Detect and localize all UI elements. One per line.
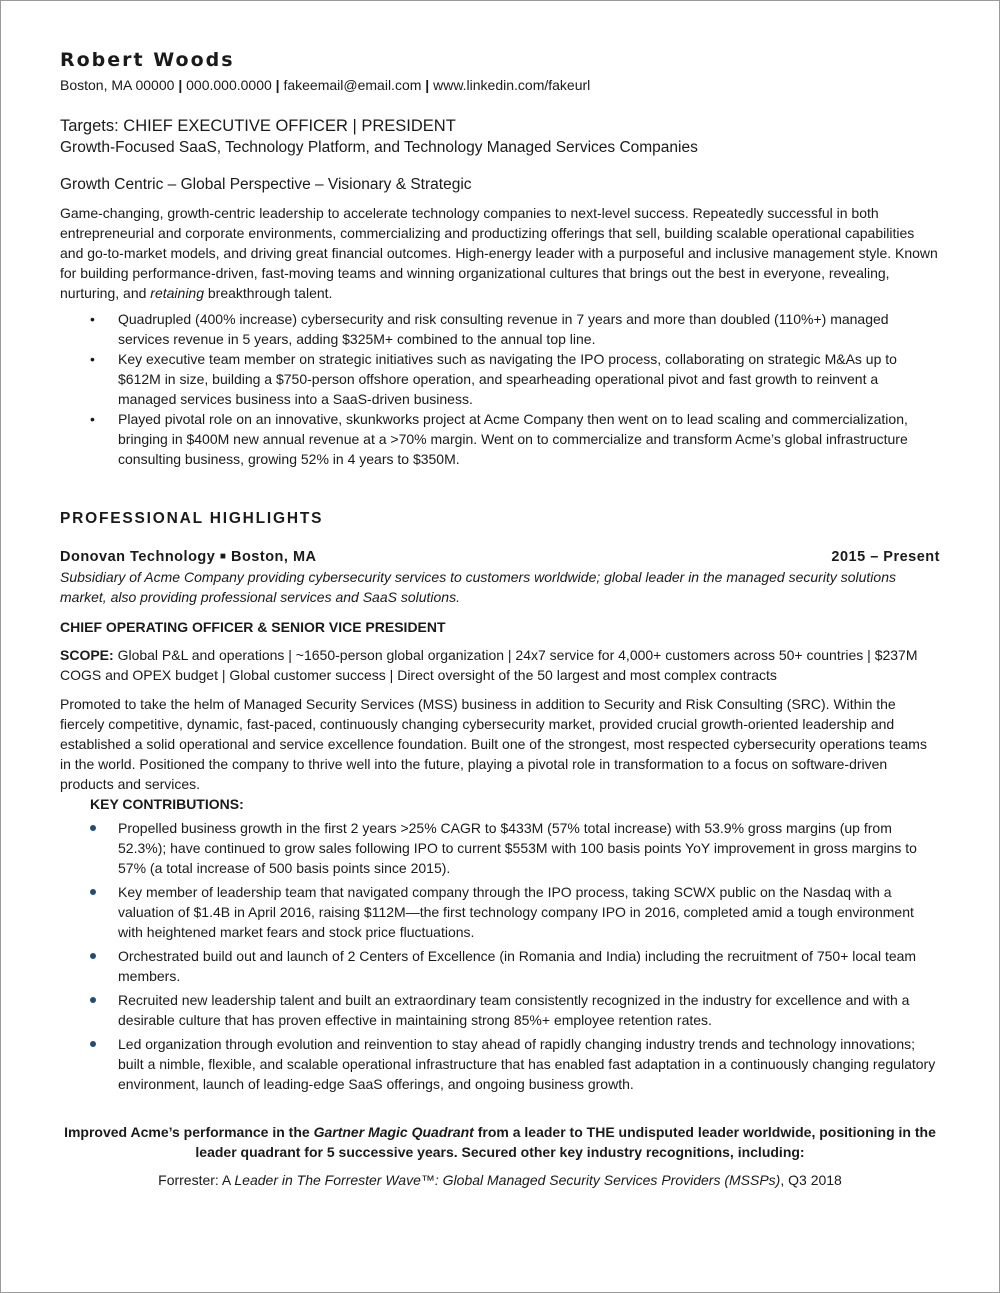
summary-text-end: breakthrough talent. bbox=[204, 285, 333, 301]
forrester-prefix: Forrester: A bbox=[158, 1172, 235, 1188]
list-item bbox=[118, 882, 940, 942]
targets-line: Targets: CHIEF EXECUTIVE OFFICER | PRESIDENT bbox=[60, 117, 456, 135]
company-description: Subsidiary of Acme Company providing cybersecurity services to customers worldwide; global leader in the managed security solutions market, also providing professional services and SaaS solutions. bbox=[60, 569, 896, 605]
scope-text: Global P&L and operations | ~1650-person global organization | 24x7 service for 4,000+ customers across 50+ countries | $237M COGS and OPEX budget | Global customer success | Direct oversight of the 50 largest and most complex contracts bbox=[60, 647, 918, 683]
contribution-text: Key member of leadership team that navigated company through the IPO process, taking SCWX public on the Nasdaq with a valuation of $1.4B in April 2016, raising $112M—the first technology company IPO in 2016, completed amid a tough environment with heightened market fears and stock price fluctuations. bbox=[118, 884, 914, 940]
section-title: PROFESSIONAL HIGHLIGHTS bbox=[60, 510, 324, 527]
list-item bbox=[118, 818, 940, 878]
targets-subline: Growth-Focused SaaS, Technology Platform, and Technology Managed Services Companies bbox=[60, 139, 698, 156]
bullet-icon bbox=[90, 997, 96, 1003]
bullet-icon bbox=[90, 889, 96, 895]
company-location: Boston, MA bbox=[230, 549, 317, 565]
list-item bbox=[90, 349, 940, 409]
list-item bbox=[118, 990, 940, 1030]
bullet-icon: • bbox=[90, 311, 95, 327]
list-item bbox=[118, 1034, 940, 1094]
forrester-suffix: , Q3 2018 bbox=[780, 1172, 842, 1188]
list-item bbox=[90, 409, 940, 469]
resume-page bbox=[60, 48, 940, 1190]
bullet-icon bbox=[90, 825, 96, 831]
contribution-text: Recruited new leadership talent and built an extraordinary team consistently recognized in the industry for excellence and with a desirable culture that has proven effective in maintaining strong 85%+ employee retention rates. bbox=[118, 992, 910, 1028]
bullet-icon: • bbox=[90, 351, 95, 367]
bullet-icon bbox=[90, 1041, 96, 1047]
scope-paragraph bbox=[60, 645, 940, 685]
summary-italic: retaining bbox=[150, 285, 204, 301]
closing-text: Improved Acme’s performance in the bbox=[64, 1124, 314, 1140]
scope-label: SCOPE: bbox=[60, 647, 114, 663]
summary-paragraph bbox=[60, 203, 940, 303]
employment-dates: 2015 – Present bbox=[831, 549, 940, 565]
forrester-italic: Leader in The Forrester Wave™: Global Managed Security Services Providers (MSSPs) bbox=[234, 1172, 781, 1188]
contact-separator: | bbox=[425, 77, 430, 93]
closing-statement bbox=[60, 1122, 940, 1162]
list-item bbox=[90, 309, 940, 349]
contact-phone: 000.000.0000 bbox=[186, 77, 272, 93]
tagline: Growth Centric – Global Perspective – Visionary & Strategic bbox=[60, 176, 472, 193]
company-info bbox=[60, 547, 317, 567]
bullet-text: Played pivotal role on an innovative, skunkworks project at Acme Company then went on to lead scaling and commercialization, bringing in $400M new annual revenue at a >70% margin. Went on to commercialize and transform Acme’s global infrastructure consulting business, growing 52% in 4 years to $350M. bbox=[118, 411, 908, 467]
bullet-text: Quadrupled (400% increase) cybersecurity and risk consulting revenue in 7 years and more than doubled (110%+) managed services revenue in 5 years, adding $325M+ combined to the annual top line. bbox=[118, 311, 889, 347]
contribution-text: Orchestrated build out and launch of 2 Centers of Excellence (in Romania and India) including the recruitment of 750+ local team members. bbox=[118, 948, 917, 984]
contact-separator: | bbox=[178, 77, 183, 93]
bullet-icon bbox=[90, 953, 96, 959]
contact-line bbox=[60, 76, 940, 94]
role-summary: Promoted to take the helm of Managed Security Services (MSS) business in addition to Security and Risk Consulting (SRC). Within the fiercely competitive, dynamic, fast-paced, continuously changing cybersecurity market, provided crucial growth-oriented leadership and established a solid operational and service excellence foundation. Built one of the strongest, most respected cybersecurity operations teams in the world. Positioned the company to thrive well into the future, playing a pivotal role in transformation to a focus on software-driven products and services. bbox=[60, 696, 927, 792]
contact-email[interactable]: fakeemail@email.com bbox=[283, 77, 422, 93]
contribution-text: Led organization through evolution and reinvention to stay ahead of rapidly changing industry trends and technology innovations; built a nimble, flexible, and scalable operational infrastructure that has enabled fast adaptation in a continuously changing regulatory environment, launch of leading-edge SaaS offerings, and ongoing business growth. bbox=[118, 1036, 936, 1092]
contact-city: Boston, MA 00000 bbox=[60, 77, 175, 93]
role-title: CHIEF OPERATING OFFICER & SENIOR VICE PRESIDENT bbox=[60, 619, 446, 635]
company-row bbox=[60, 547, 940, 567]
closing-text-end: from a leader to THE undisputed leader worldwide, positioning in the leader quadrant for 5 successive years. Secured other key industry recognitions, including: bbox=[195, 1124, 936, 1160]
summary-bullets bbox=[90, 309, 940, 469]
key-contributions-label: KEY CONTRIBUTIONS: bbox=[90, 796, 244, 812]
summary-text: Game-changing, growth-centric leadership to accelerate technology companies to next-level success. Repeatedly successful in both entrepreneurial and corporate environments, commercializing and productizing offerings that sell, building scalable operational capabilities and go-to-market models, and driving great financial outcomes. High-energy leader with a purposeful and inclusive management style. Known for building performance-driven, fast-moving teams and winning organizational cultures that brings out the best in everyone, revealing, nurturing, and bbox=[60, 205, 938, 301]
list-item bbox=[118, 946, 940, 986]
company-name: Donovan Technology bbox=[60, 549, 216, 565]
bullet-icon: • bbox=[90, 411, 95, 427]
key-contributions-list bbox=[118, 818, 940, 1094]
bullet-text: Key executive team member on strategic initiatives such as navigating the IPO process, collaborating on strategic M&As up to $612M in size, building a $750-person offshore operation, and spearheading operational pivot and fast growth to reinvent a managed services business into a SaaS-driven business. bbox=[118, 351, 897, 407]
closing-italic: Gartner Magic Quadrant bbox=[313, 1124, 474, 1140]
forrester-recognition bbox=[60, 1170, 940, 1190]
candidate-name: Robert Woods bbox=[60, 49, 235, 71]
contribution-text: Propelled business growth in the first 2 years >25% CAGR to $433M (57% total increase) with 53.9% gross margins (up from 52.3%); have continued to grow sales following IPO to current $553M with 100 basis points YoY improvement in gross margins to 57% (a total increase of 500 basis points since 2015). bbox=[118, 820, 917, 876]
contact-linkedin[interactable]: www.linkedin.com/fakeurl bbox=[433, 77, 591, 93]
contact-separator: | bbox=[275, 77, 280, 93]
square-separator-icon: ■ bbox=[219, 551, 227, 562]
